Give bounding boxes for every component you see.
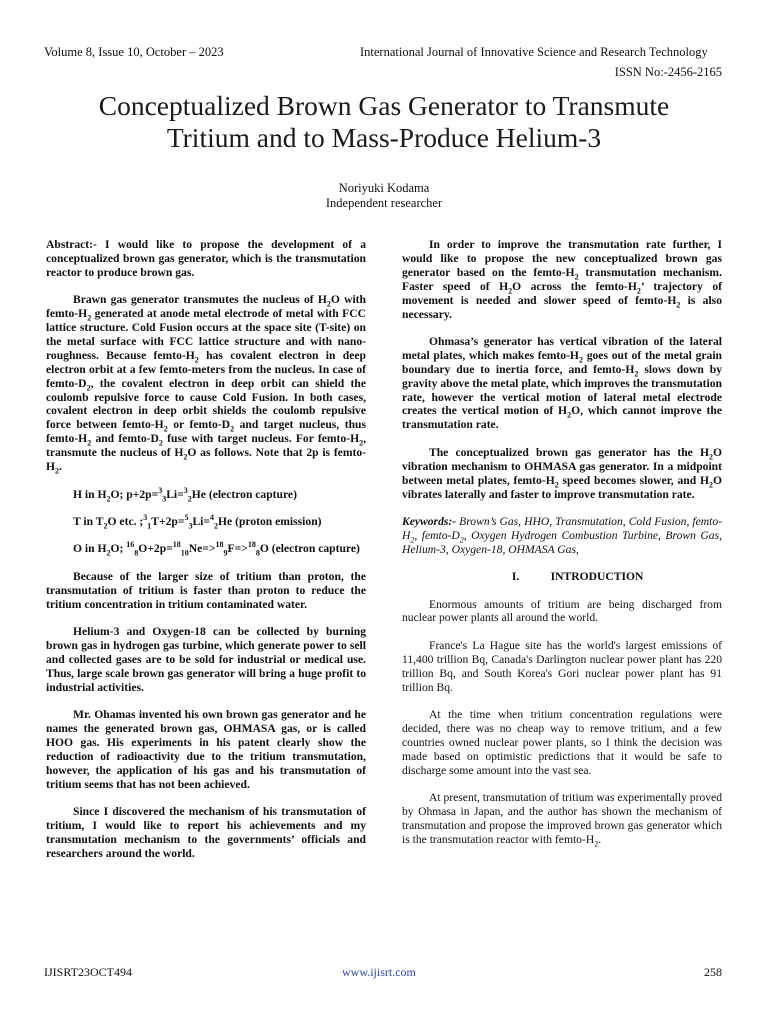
equation-tritium: T in $T_2O$ etc. ;$^3_1$T+2p=$^5_3$Li=$^4_2$He (proton emission) xyxy=(73,513,322,531)
paragraph-helium-oxygen: Helium-3 and Oxygen-18 can be collected by burning brown gas in hydrogen gas turbine, which generate power to sell and collected gases are to be sold for industrial or medical use. Thus, large scale brown gas generator will bring a huge profit to industrial activities. xyxy=(46,624,366,694)
right-column xyxy=(402,238,722,860)
equation-hydrogen: H in $H_2O$; p+2p=$^3_3$Li=$^3_2$He (electron capture) xyxy=(73,485,297,503)
paragraph-ohmasa-generator: Ohmasa’s generator has vertical vibration of the lateral metal plates, which makes femto-$H_2$ goes out of the metal grain boundary due to inertia force, and femto-$H_2$ slows down by gravity above the metal plate, which improves the transmutation rate, however the vertical motion of lateral metal electrode creates the vertical motion of $H_2O$, which cannot improve the transmutation rate. xyxy=(402,334,723,432)
abstract xyxy=(46,238,366,280)
section-number: I. xyxy=(511,570,520,584)
section-title: INTRODUCTION xyxy=(550,570,644,584)
paragraph-since: Since I discovered the mechanism of his transmutation of tritium, I would like to report his achievements and my transmutation mechanism to the governments’ officials and researchers around the world. xyxy=(46,804,366,860)
title-line-1: Conceptualized Brown Gas Generator to Transmute xyxy=(98,90,670,121)
abstract-label: Abstract:- xyxy=(46,238,97,251)
keywords: Keywords:- Brown’s Gas, HHO, Transmutation, Cold Fusion, femto-$H_2$, femto-$D_2$, Oxygen Hydrogen Combustion Turbine, Brown Gas, Helium-3, Oxygen-18, OHMASA Gas, xyxy=(402,514,722,556)
author-affiliation: Independent researcher xyxy=(325,196,443,210)
paragraph-tritium-size: Because of the larger size of tritium than proton, the transmutation of tritium is faster than proton to reduce the tritium concentration in tritium contaminated water. xyxy=(46,569,366,611)
journal-issn: ISSN No:-2456-2165 xyxy=(614,65,722,79)
paragraph-improve-rate: In order to improve the transmutation rate further, I would like to propose the new conceptualized brown gas generator based on the femto-$H_2$ transmutation mechanism. Faster speed of $H_2O$ across the femto-$H_2$’ trajectory of movement is needed and slower speed of femto-$H_2$ is also necessary. xyxy=(402,238,722,321)
author-name: Noriyuki Kodama xyxy=(338,181,430,195)
left-column xyxy=(46,238,366,874)
paragraph-conceptualized: The conceptualized brown gas generator has the $H_2O$ vibration mechanism to OHMASA gas generator. In a midpoint between metal plates, femto-$H_2$ speed becomes slower, and $H_2O$ vibrates laterally and faster to improve transmutation rate. xyxy=(402,445,722,501)
intro-paragraph-1: Enormous amounts of tritium are being discharged from nuclear power plants all around the world. xyxy=(402,597,722,625)
title-line-2: Tritium and to Mass-Produce Helium-3 xyxy=(166,122,602,153)
paragraph-ohamas: Mr. Ohamas invented his own brown gas generator and he names the generated brown gas, OHMASA gas, or is called HOO gas. His experiments in his patent clearly show the reduction of radioactivity due to the tritium transmutation, however, the application of his gas and his transmutation of tritium seems that has not been achieved. xyxy=(46,707,366,791)
keywords-label: Keywords:- xyxy=(402,514,457,528)
abstract-text: I would like to propose the development of a conceptualized brown gas generator, which is the transmutation reactor to produce brown gas. xyxy=(46,238,366,279)
journal-volume: Volume 8, Issue 10, October – 2023 xyxy=(44,45,224,59)
footer-website-link[interactable]: www.ijisrt.com xyxy=(342,965,416,979)
paper-title xyxy=(30,90,738,154)
intro-paragraph-2: France's La Hague site has the world's largest emissions of 11,400 trillion Bq, Canada's Darlington nuclear power plant has 220 trillion Bq, and South Korea's Gori nuclear power plant has 91 trillion Bq. xyxy=(402,638,722,694)
intro-paragraph-4: At present, transmutation of tritium was experimentally proved by Ohmasa in Japan, and the author has shown the mechanism of transmutation and propose the improved brown gas generator which is the transmutation reactor with femto-$H_2$. xyxy=(402,791,722,849)
footer-page-number: 258 xyxy=(704,965,722,979)
equation-oxygen: O in $H_2O$; $^{16}_8$O+2p=$^{18}_{10}$Ne=>$^{18}_9$F=>$^{18}_8$O (electron capture) xyxy=(73,540,360,558)
intro-paragraph-3: At the time when tritium concentration regulations were decided, there was no cheap way to remove tritium, and a few countries owned nuclear power plants, so I think the decision was made based on optimistic predictions that it would be safe to discharge some amount into the vast sea. xyxy=(402,707,722,777)
footer-paper-id: IJISRT23OCT494 xyxy=(44,965,132,979)
paragraph-femto-mechanism: Brawn gas generator transmutes the nucleus of $H_2O$ with femto-$H_2$ generated at anode metal electrode of metal with FCC lattice structure. Cold Fusion occurs at the space site (T-site) on the metal surface with FCC lattice structure and with nano-roughness. Because femto-$H_2$ has covalent electron in deep electron orbit at a few femto-meters from the nucleus. In case of femto-$D_2$, the covalent electron in deep orbit can shield the coulomb repulsive force to cause Cold Fusion. In both cases, covalent electron in deep orbit shields the coulomb repulsive force between femto-$H_2$ or femto-$D_2$ and target nucleus, thus femto-$H_2$ and femto-$D_2$ fuse with target nucleus. For femto-$H_2$, transmute the nucleus of $H_2O$ as follows. Note that 2p is femto-$H_2$. xyxy=(46,293,367,476)
journal-name: International Journal of Innovative Science and Research Technology xyxy=(360,45,708,59)
section-heading-introduction xyxy=(402,570,722,584)
